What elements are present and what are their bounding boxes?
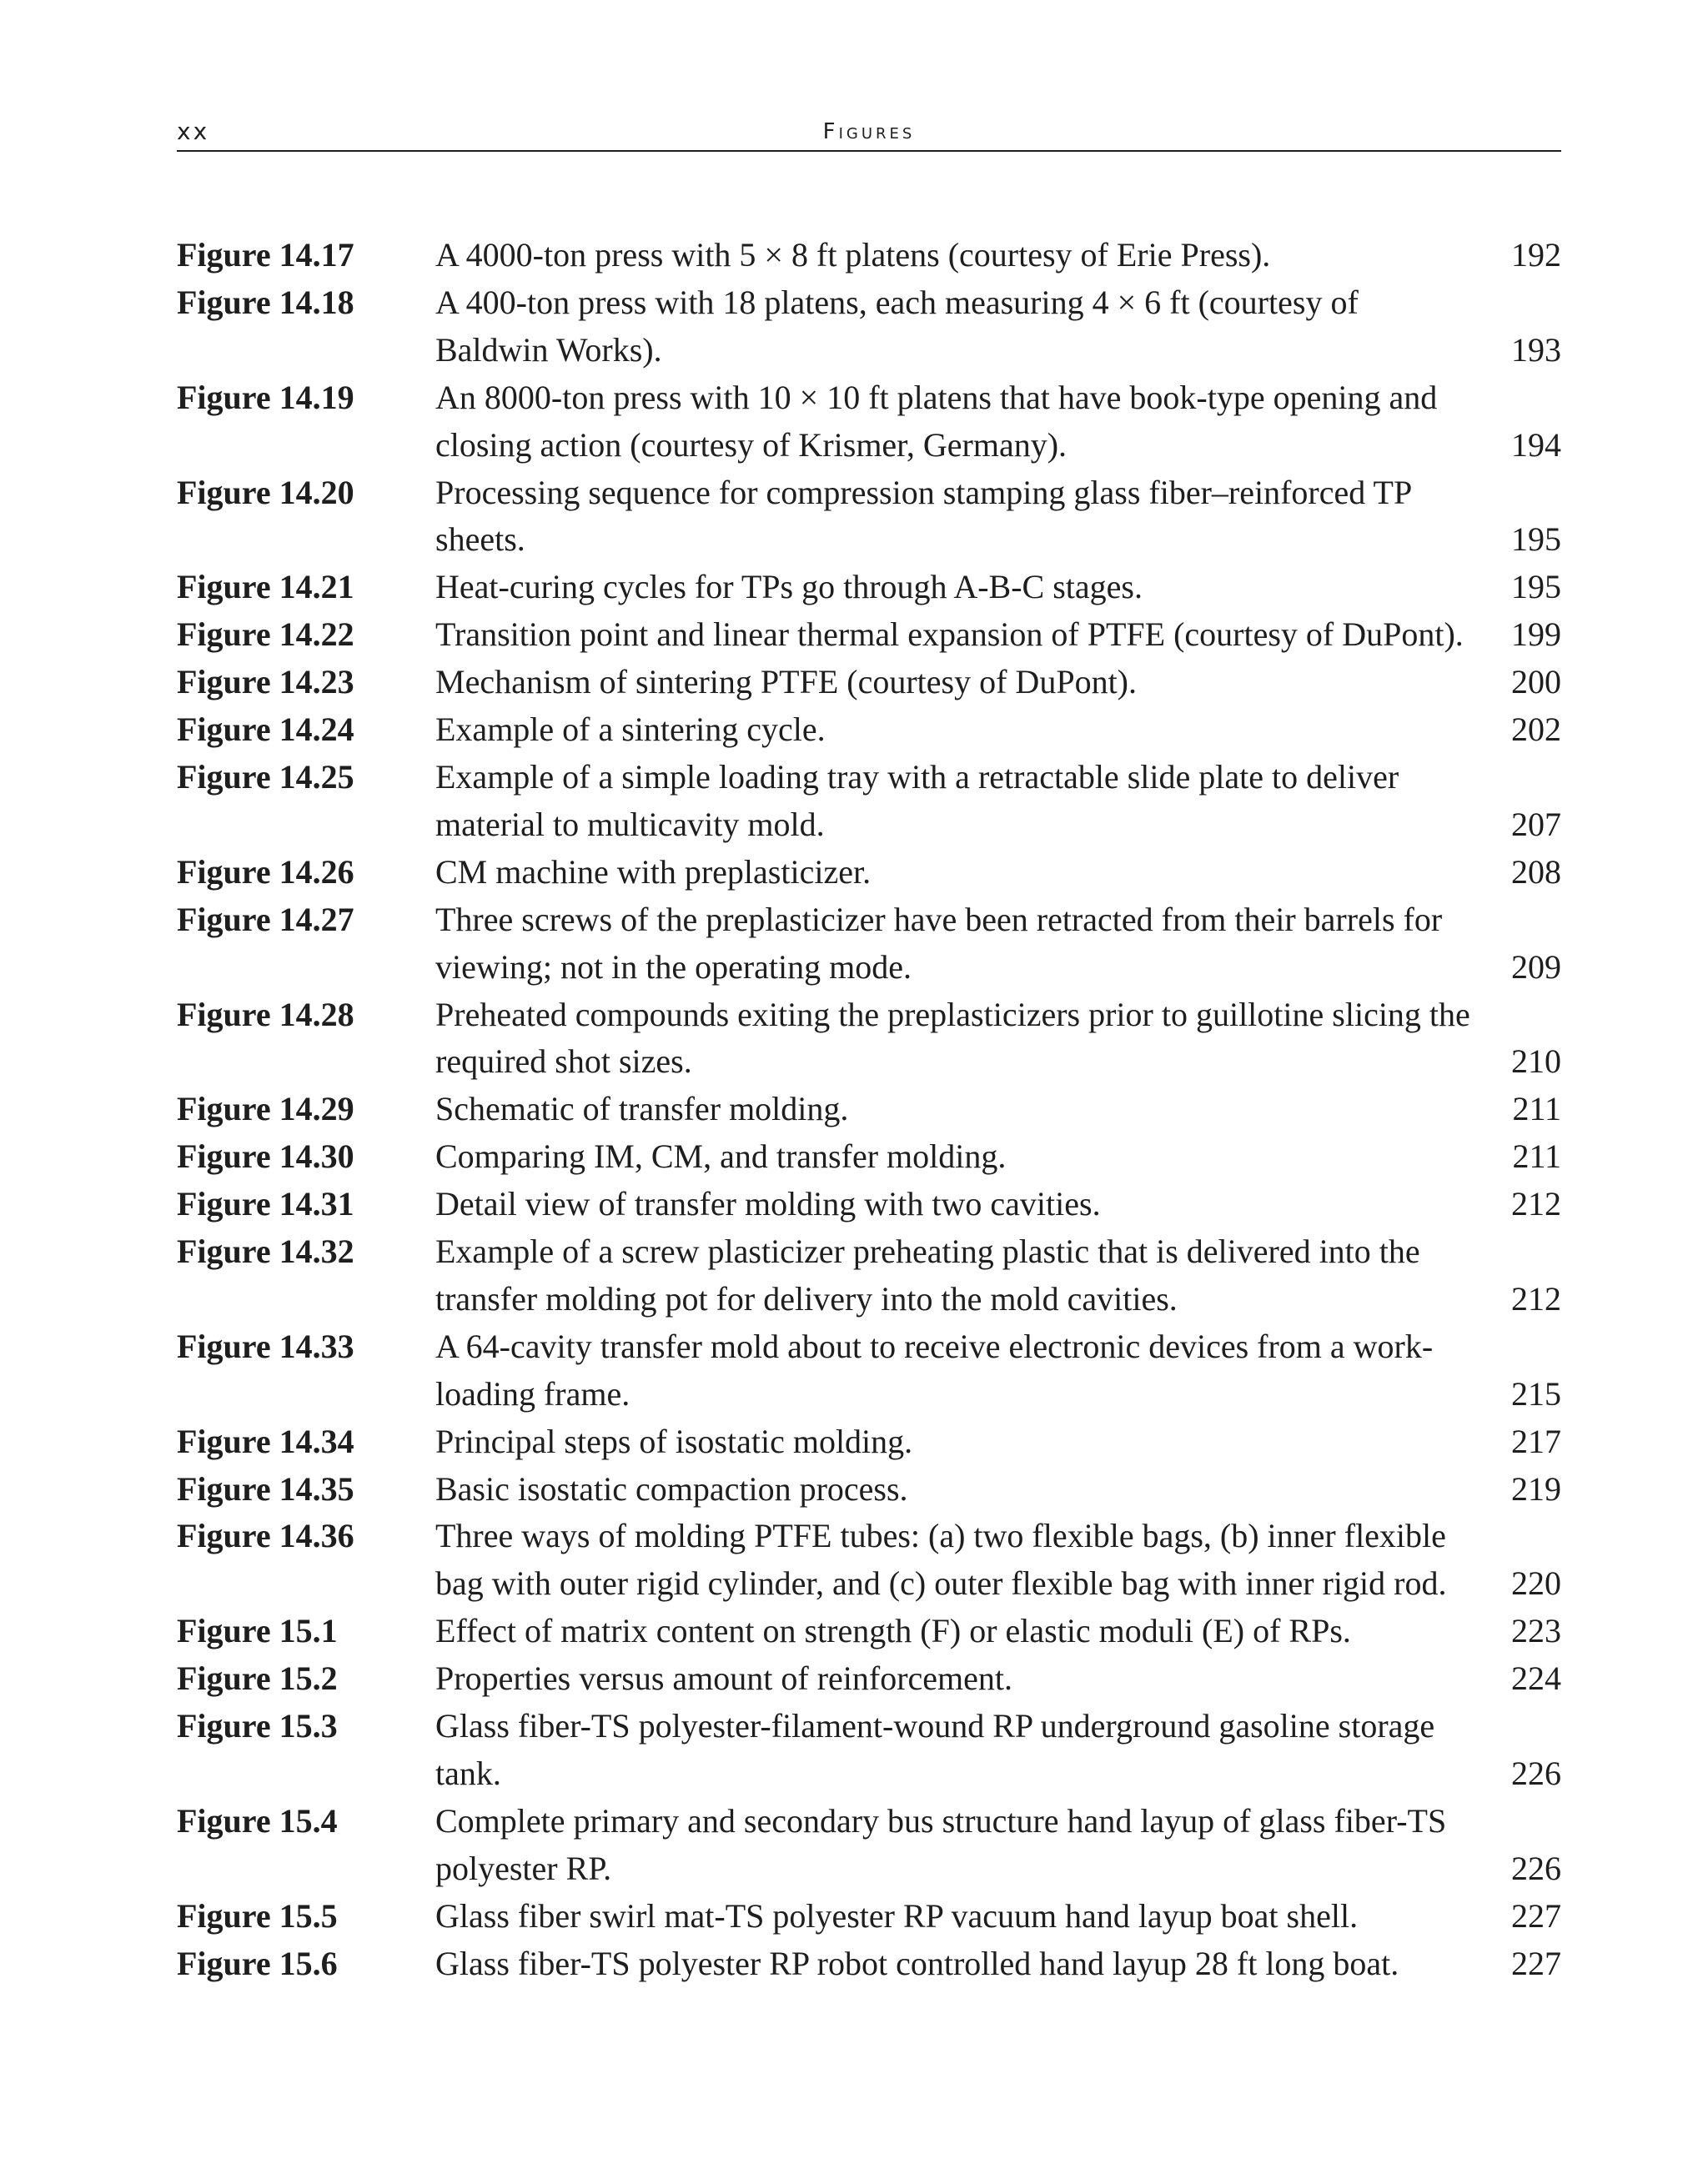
figure-entry: [177, 659, 1561, 706]
figure-label: Figure 14.25: [177, 757, 354, 796]
figure-page-number: 208: [1511, 852, 1561, 891]
figure-entry: [177, 1323, 1561, 1418]
figure-caption: CM machine with preplasticizer.: [435, 852, 872, 891]
section-title: Figures: [822, 119, 916, 144]
figure-label: Figure 14.22: [177, 615, 354, 654]
figure-entry: [177, 1655, 1561, 1703]
figure-label: Figure 14.23: [177, 663, 354, 701]
figure-label: Figure 14.18: [177, 283, 354, 321]
figure-caption: Comparing IM, CM, and transfer molding.: [435, 1137, 1007, 1176]
figure-page-number: 202: [1511, 710, 1561, 749]
figure-page-number: 227: [1511, 1896, 1561, 1935]
running-head: [177, 117, 1561, 152]
figure-page-number: 220: [1511, 1564, 1561, 1603]
figure-caption: Processing sequence for compression stamping glass fiber–reinforced TP sheets.: [435, 473, 1411, 559]
figure-caption: Heat-curing cycles for TPs go through A-B-C stages.: [435, 568, 1143, 606]
figure-page-number: 217: [1511, 1422, 1561, 1460]
figure-entry: [177, 1798, 1561, 1893]
figure-caption: Three screws of the preplasticizer have been retracted from their barrels for viewing; not in the operating mode.: [435, 900, 1443, 986]
figure-page-number: 195: [1511, 568, 1561, 606]
figure-page-number: 209: [1511, 947, 1561, 986]
figure-page-number: 219: [1511, 1469, 1561, 1508]
book-page: [177, 117, 1561, 1988]
figure-entry: [177, 1418, 1561, 1466]
figure-label: Figure 14.32: [177, 1233, 354, 1271]
figure-entry: [177, 564, 1561, 611]
figure-label: Figure 15.1: [177, 1612, 338, 1650]
figure-page-number: 212: [1511, 1185, 1561, 1223]
figure-entry: [177, 1893, 1561, 1941]
figure-label: Figure 15.6: [177, 1944, 338, 1982]
figure-page-number: 193: [1511, 330, 1561, 369]
figure-caption: Preheated compounds exiting the preplasticizers prior to guillotine slicing the required shot sizes.: [435, 995, 1470, 1081]
figure-entry: [177, 896, 1561, 992]
figure-page-number: 212: [1511, 1279, 1561, 1318]
figure-entry: [177, 706, 1561, 754]
figure-entry: [177, 611, 1561, 659]
figure-entry: [177, 279, 1561, 374]
figure-entry: [177, 754, 1561, 849]
figure-page-number: 224: [1511, 1659, 1561, 1698]
figure-page-number: 210: [1511, 1042, 1561, 1081]
figure-page-number: 215: [1511, 1374, 1561, 1413]
figure-label: Figure 14.30: [177, 1137, 354, 1176]
figure-entry: [177, 1513, 1561, 1608]
figure-label: Figure 14.36: [177, 1517, 354, 1555]
figure-list: [177, 232, 1561, 1988]
figure-page-number: 207: [1511, 805, 1561, 843]
figure-label: Figure 14.29: [177, 1090, 354, 1128]
figure-entry: [177, 1228, 1561, 1323]
figure-entry: [177, 374, 1561, 469]
figure-label: Figure 14.26: [177, 852, 354, 891]
figure-page-number: 192: [1511, 236, 1561, 274]
figure-entry: [177, 1941, 1561, 1988]
figure-caption: Glass fiber-TS polyester-filament-wound RP underground gasoline storage tank.: [435, 1707, 1435, 1792]
page-folio: xx: [177, 118, 210, 145]
figure-page-number: 199: [1511, 615, 1561, 654]
figure-label: Figure 15.2: [177, 1659, 338, 1698]
figure-label: Figure 14.19: [177, 378, 354, 416]
figure-page-number: 227: [1511, 1944, 1561, 1982]
figure-page-number: 226: [1511, 1755, 1561, 1792]
figure-caption: Detail view of transfer molding with two cavities.: [435, 1185, 1101, 1223]
figure-label: Figure 15.3: [177, 1707, 338, 1745]
figure-entry: [177, 849, 1561, 896]
figure-label: Figure 14.35: [177, 1469, 354, 1508]
figure-caption: Effect of matrix content on strength (F) or elastic moduli (E) of RPs.: [435, 1612, 1351, 1650]
figure-caption: An 8000-ton press with 10 × 10 ft platens that have book-type opening and closing action (courtesy of Krismer, Germany).: [435, 378, 1438, 464]
figure-label: Figure 14.28: [177, 995, 354, 1033]
figure-caption: Schematic of transfer molding.: [435, 1090, 849, 1128]
figure-caption: Example of a simple loading tray with a retractable slide plate to deliver material to multicavity mold.: [435, 757, 1399, 843]
figure-label: Figure 14.31: [177, 1185, 354, 1223]
figure-label: Figure 15.5: [177, 1896, 338, 1935]
figure-caption: Complete primary and secondary bus structure hand layup of glass fiber-TS polyester RP.: [435, 1801, 1447, 1887]
figure-caption: Transition point and linear thermal expansion of PTFE (courtesy of DuPont).: [435, 615, 1464, 654]
figure-label: Figure 14.20: [177, 473, 354, 511]
figure-label: Figure 14.17: [177, 236, 354, 274]
figure-label: Figure 15.4: [177, 1801, 338, 1840]
figure-page-number: 195: [1511, 520, 1561, 559]
figure-page-number: 211: [1512, 1137, 1561, 1176]
figure-label: Figure 14.33: [177, 1327, 354, 1365]
figure-entry: [177, 1181, 1561, 1228]
figure-label: Figure 14.24: [177, 710, 354, 749]
figure-entry: [177, 992, 1561, 1087]
figure-entry: [177, 1703, 1561, 1798]
figure-caption: Properties versus amount of reinforcement.: [435, 1659, 1013, 1698]
figure-caption: Three ways of molding PTFE tubes: (a) two flexible bags, (b) inner flexible bag with outer rigid cylinder, and (c) outer flexible bag with inner rigid rod.: [435, 1517, 1447, 1603]
figure-entry: [177, 1133, 1561, 1181]
figure-caption: Example of a screw plasticizer preheating plastic that is delivered into the transfer molding pot for delivery into the mold cavities.: [435, 1233, 1420, 1318]
figure-entry: [177, 1086, 1561, 1133]
figure-entry: [177, 469, 1561, 565]
figure-caption: Principal steps of isostatic molding.: [435, 1422, 913, 1460]
figure-label: Figure 14.21: [177, 568, 354, 606]
figure-entry: [177, 1608, 1561, 1655]
figure-caption: A 4000-ton press with 5 × 8 ft platens (courtesy of Erie Press).: [435, 236, 1271, 274]
figure-page-number: 226: [1511, 1849, 1561, 1887]
figure-caption: Basic isostatic compaction process.: [435, 1469, 908, 1508]
figure-page-number: 194: [1511, 425, 1561, 464]
figure-caption: Example of a sintering cycle.: [435, 710, 826, 749]
figure-caption: Glass fiber-TS polyester RP robot controlled hand layup 28 ft long boat.: [435, 1944, 1399, 1982]
figure-caption: Mechanism of sintering PTFE (courtesy of DuPont).: [435, 663, 1137, 701]
figure-caption: A 64-cavity transfer mold about to receive electronic devices from a work-loading frame.: [435, 1327, 1434, 1413]
figure-caption: A 400-ton press with 18 platens, each measuring 4 × 6 ft (courtesy of Baldwin Works).: [435, 283, 1359, 369]
figure-label: Figure 14.27: [177, 900, 354, 938]
figure-page-number: 200: [1511, 663, 1561, 701]
figure-page-number: 211: [1512, 1090, 1561, 1128]
figure-entry: [177, 1466, 1561, 1514]
figure-page-number: 223: [1511, 1612, 1561, 1650]
figure-entry: [177, 232, 1561, 279]
figure-label: Figure 14.34: [177, 1422, 354, 1460]
figure-caption: Glass fiber swirl mat-TS polyester RP vacuum hand layup boat shell.: [435, 1896, 1359, 1935]
